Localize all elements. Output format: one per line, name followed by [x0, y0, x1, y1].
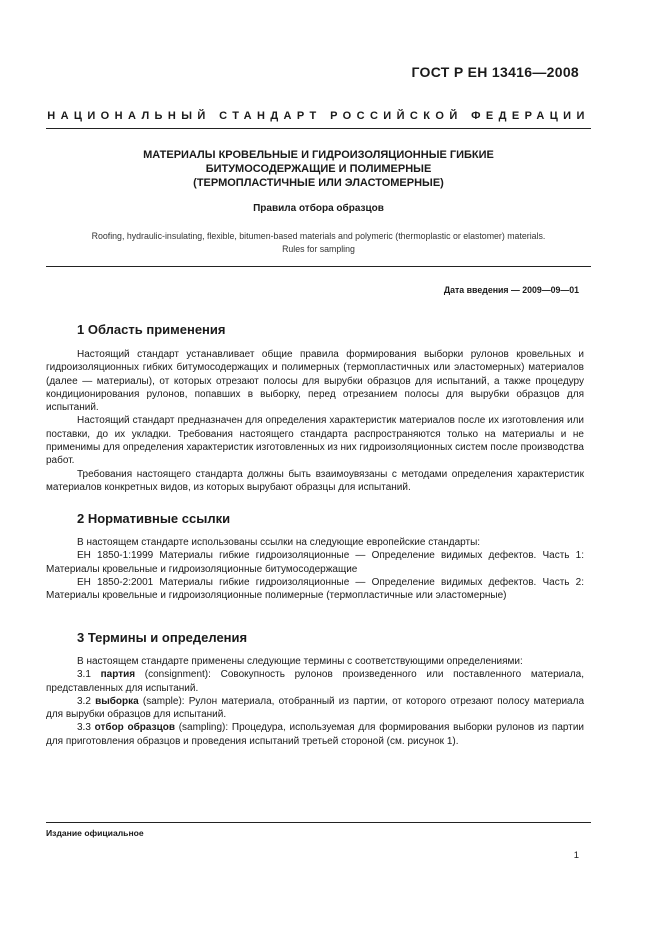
page-number: 1	[573, 850, 579, 861]
term-number: 3.2	[77, 695, 91, 707]
paragraph: Настоящий стандарт устанавливает общие правила формирования выборки рулонов кровельных и гидроизоляционных гибких битумосодержащих и полимерных (термопластичных или эластомерных) материалов (далее — материалы), от которых отрезают полосы для вырубки образцов для испытаний, а также процедуру кондиционирования рулонов, попавших в выборку, перед отрезанием полосы для вырубки образцов для испытаний.	[46, 349, 584, 414]
term-number: 3.1	[77, 669, 91, 681]
section-2-heading: 2 Нормативные ссылки	[77, 511, 231, 526]
term-definition: (sampling): Процедура, используемая для формирования выборки рулонов из партии для приготовления образцов и проведения испытаний третьей стороной (см. рисунок 1).	[46, 722, 585, 747]
term-name: выборка	[95, 695, 139, 707]
english-title-line-2: Rules for sampling	[282, 244, 355, 254]
english-title	[70, 230, 567, 256]
title-line-3: (ТЕРМОПЛАСТИЧНЫЕ ИЛИ ЭЛАСТОМЕРНЫЕ)	[193, 177, 444, 189]
paragraph: В настоящем стандарте применены следующие термины с соответствующими определениями:	[77, 656, 523, 667]
title-line-2: БИТУМОСОДЕРЖАЩИЕ И ПОЛИМЕРНЫЕ	[205, 163, 432, 175]
document-subtitle: Правила отбора образцов	[253, 203, 384, 214]
official-edition-note: Издание официальное	[46, 828, 144, 838]
term-definition: (sample): Рулон материала, отобранный из партии, от которого отрезают полосу материала для вырубки образцов для испытаний.	[46, 695, 585, 721]
paragraph: ЕН 1850-1:1999 Материалы гибкие гидроизоляционные — Определение видимых дефектов. Часть 1: Материалы кровельные и гидроизоляционные битумосодержащие	[46, 550, 584, 575]
document-title	[46, 148, 591, 190]
term-3-1	[46, 668, 584, 695]
paragraph: В настоящем стандарте использованы ссылки на следующие европейские стандарты:	[77, 537, 481, 548]
paragraph: ЕН 1850-2:2001 Материалы гибкие гидроизоляционные — Определение видимых дефектов. Часть 2: Материалы кровельные и гидроизоляционные полимерные (термопластичные или эластомерные)	[46, 576, 584, 602]
introduction-date: Дата введения — 2009—09—01	[443, 285, 579, 295]
title-rule	[46, 266, 591, 267]
term-definition: (consignment): Совокупность рулонов произведенного или поставленного материала, представленных для испытаний.	[46, 669, 585, 694]
section-3-heading: 3 Термины и определения	[77, 630, 248, 645]
header-rule	[46, 128, 591, 129]
term-name: партия	[100, 669, 136, 681]
term-name: отбор образцов	[94, 722, 175, 734]
section-3-body	[46, 655, 584, 748]
section-1-body	[46, 348, 584, 494]
title-line-1: МАТЕРИАЛЫ КРОВЕЛЬНЫЕ И ГИДРОИЗОЛЯЦИОННЫЕ ГИБКИЕ	[143, 149, 494, 161]
footer-rule	[46, 822, 591, 823]
term-number: 3.3	[77, 722, 91, 734]
national-standard-banner: НАЦИОНАЛЬНЫЙ СТАНДАРТ РОССИЙСКОЙ ФЕДЕРАЦИИ	[47, 110, 590, 122]
section-1-heading: 1 Область применения	[77, 322, 226, 337]
section-2-body	[46, 536, 584, 602]
paragraph: Настоящий стандарт предназначен для определения характеристик материалов после их изготовления или поставки, до их укладки. Требования настоящего стандарта распространяются только на материалы и не применимы для определения характеристик изготовленных из них гидроизоляционных систем после производства работ.	[46, 415, 584, 467]
standard-number: ГОСТ Р ЕН 13416—2008	[411, 64, 579, 80]
paragraph: Требования настоящего стандарта должны быть взаимоувязаны с методами определения характеристик материалов конкретных видов, из которых вырубают образцы для испытаний.	[46, 468, 584, 493]
term-3-3	[46, 721, 584, 748]
english-title-line-1: Roofing, hydraulic-insulating, flexible, bitumen-based materials and polymeric (thermoplastic or elastomer) materials.	[91, 231, 546, 241]
term-3-2	[46, 695, 584, 722]
